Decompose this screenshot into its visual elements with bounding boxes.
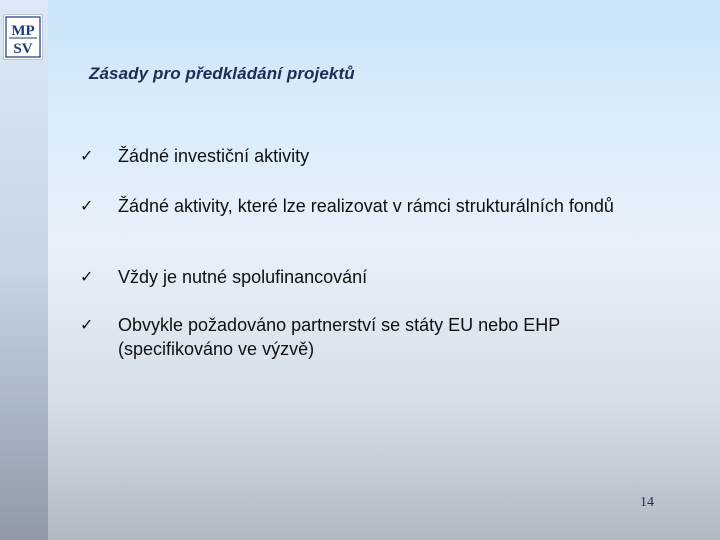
bullet-text: Obvykle požadováno partnerství se státy EU nebo EHP (specifikováno ve výzvě): [118, 315, 560, 359]
left-side-band: [0, 0, 48, 540]
check-icon: ✓: [80, 315, 94, 334]
bullet-item: [80, 265, 650, 289]
slide-title: Zásady pro předkládání projektů: [89, 64, 355, 83]
bullet-text: Vždy je nutné spolufinancování: [118, 267, 368, 287]
check-icon: ✓: [80, 267, 94, 286]
check-icon: ✓: [80, 146, 94, 165]
bullet-text: Žádné aktivity, které lze realizovat v rámci strukturálních fondů: [118, 196, 614, 216]
mpsv-logo-icon: [3, 14, 43, 60]
bullet-item: [80, 144, 650, 168]
svg-text:SV: SV: [13, 41, 33, 57]
bullet-item: [80, 194, 650, 218]
svg-text:MP: MP: [11, 23, 35, 39]
bullet-item: [80, 313, 650, 361]
bullet-text: Žádné investiční aktivity: [118, 146, 310, 166]
page-number: 14: [640, 495, 654, 510]
check-icon: ✓: [80, 196, 94, 215]
